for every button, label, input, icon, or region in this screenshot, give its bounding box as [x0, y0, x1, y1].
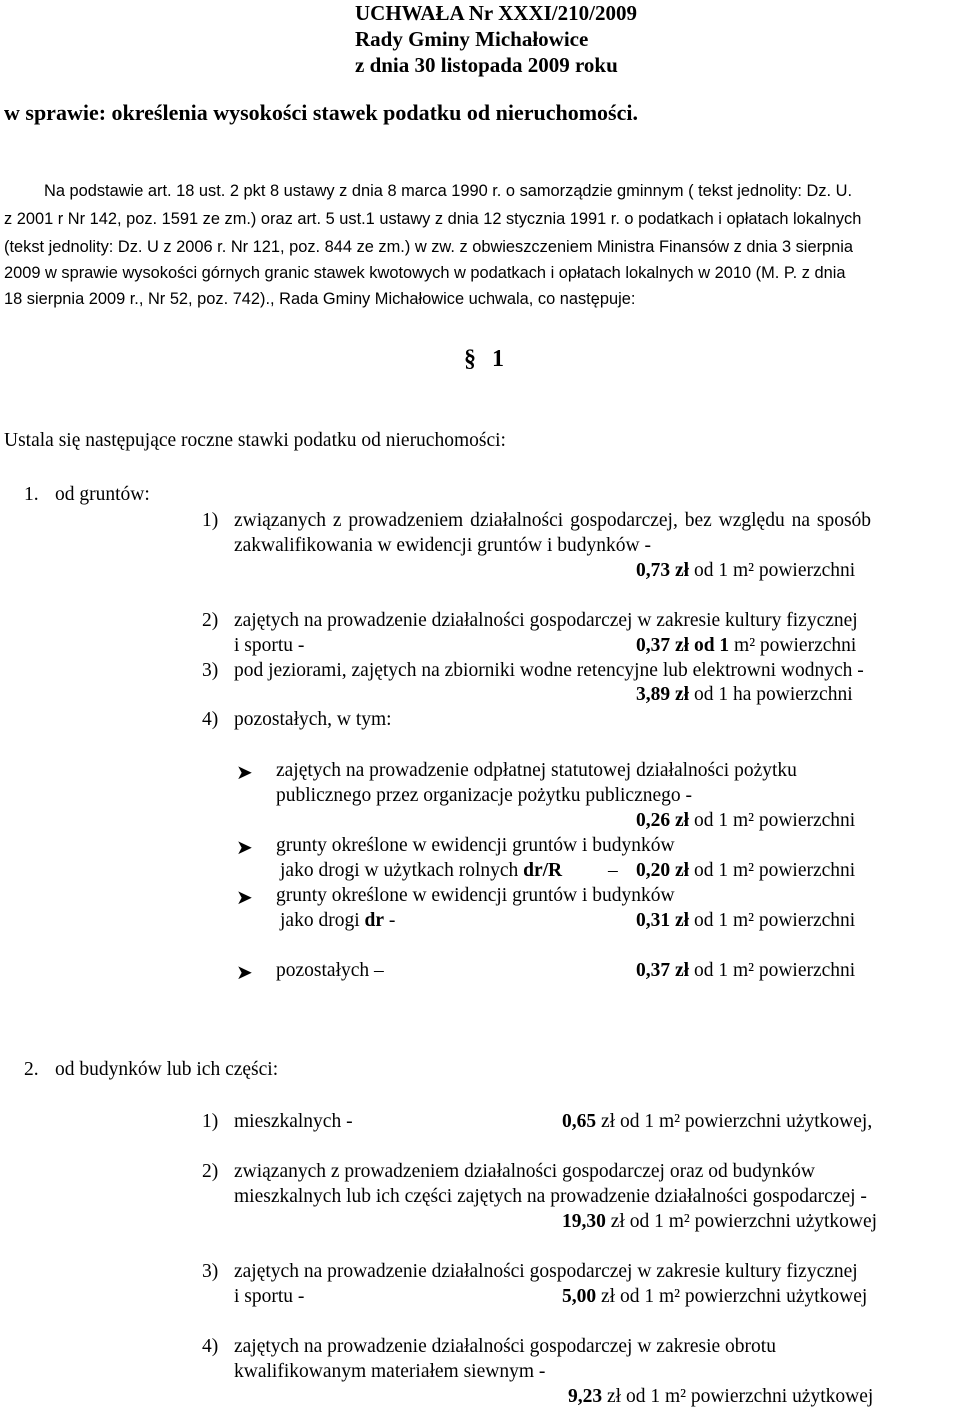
tax-rate: 0,65 [562, 1111, 597, 1132]
item-text: mieszkalnych lub ich części zajętych na prowadzenie działalności gospodarczej - [234, 1186, 867, 1207]
tax-rate-row [636, 910, 855, 932]
tax-unit: od 1 m² powierzchni [693, 860, 856, 881]
dash: – [608, 860, 618, 881]
item-text: kwalifikowanym materiałem siewnym - [234, 1361, 546, 1382]
preamble-line: Na podstawie art. 18 ust. 2 pkt 8 ustawy z dnia 8 marca 1990 r. o samorządzie gminnym ( tekst jednolity: Dz. U. [44, 182, 853, 200]
item-text: zakwalifikowania w ewidencji gruntów i budynków - [234, 535, 651, 556]
tax-unit: od 1 m² powierzchni [693, 810, 856, 831]
bullet-text: zajętych na prowadzenie odpłatnej statutowej działalności pożytku [276, 760, 797, 781]
item-number: 3) [202, 1261, 219, 1282]
item-number: 4) [202, 709, 219, 730]
council-name: Rady Gminy Michałowice [355, 27, 589, 51]
tax-rate: 0,73 zł [636, 560, 690, 581]
item-text: i sportu - [234, 635, 305, 656]
tax-unit: od 1 m² powierzchni [693, 910, 856, 931]
item-text: związanych z prowadzeniem działalności gospodarczej, bez względu na sposób [234, 510, 872, 531]
item-number: 3) [202, 660, 219, 681]
tax-rate-row [568, 1386, 873, 1408]
tax-rate: 5,00 [562, 1286, 597, 1307]
item-text: i sportu - [234, 1286, 305, 1307]
tax-rate: 3,89 zł [636, 684, 690, 705]
resolution-subject: w sprawie: określenia wysokości stawek podatku od nieruchomości. [4, 100, 638, 125]
item-number: 1) [202, 1111, 219, 1132]
tax-rate-row [636, 960, 855, 982]
preamble-line: 18 sierpnia 2009 r., Nr 52, poz. 742)., Rada Gminy Michałowice uchwala, co następuje: [4, 290, 636, 308]
bullet-text [280, 910, 395, 932]
list-number: 1. [24, 484, 39, 505]
item-text: zajętych na prowadzenie działalności gospodarczej w zakresie kultury fizycznej [234, 610, 858, 631]
tax-rate: 19,30 [562, 1211, 606, 1232]
tax-unit: od 1 ha powierzchni [693, 684, 853, 705]
arrowhead-bullet-icon: ➤ [236, 885, 253, 909]
building-section-title: od budynków lub ich części: [55, 1059, 279, 1080]
arrowhead-bullet-icon: ➤ [236, 760, 253, 784]
preamble-line: (tekst jednolity: Dz. U z 2006 r. Nr 121, poz. 844 ze zm.) w zw. z obwieszczeniem Ministra Finansów z dnia 3 sierpnia [4, 238, 854, 256]
land-section-title: od gruntów: [55, 484, 150, 505]
tax-rate: 0,31 zł [636, 910, 690, 931]
item-number: 4) [202, 1336, 219, 1357]
tax-rate: 0,37 zł [636, 960, 690, 981]
tax-rate: 0,26 zł [636, 810, 690, 831]
item-number: 1) [202, 510, 219, 531]
preamble-line: z 2001 r Nr 142, poz. 1591 ze zm.) oraz art. 5 ust.1 ustawy z dnia 12 stycznia 1991 r. o podatkach i opłatach lokalnych [4, 210, 862, 228]
tax-unit: zł od 1 m² powierzchni użytkowej [601, 1286, 868, 1307]
section-heading [464, 346, 504, 373]
section-mark: § [464, 346, 476, 372]
preamble-line: 2009 w sprawie wysokości górnych granic stawek kwotowych w podatkach i opłatach lokalnych w 2010 (M. P. z dnia [4, 264, 846, 282]
tax-rate-row [562, 1286, 867, 1308]
bullet-text-part: jako drogi w użytkach rolnych [280, 860, 524, 881]
land-use-code: dr/R [523, 860, 563, 881]
tax-rate-row [636, 560, 855, 582]
tax-rate: 9,23 [568, 1386, 603, 1407]
section-number: 1 [492, 346, 504, 372]
tax-unit: od 1 m² powierzchni [693, 960, 856, 981]
item-text: zajętych na prowadzenie działalności gospodarczej w zakresie obrotu [234, 1336, 776, 1357]
item-text: pod jeziorami, zajętych na zbiorniki wodne retencyjne lub elektrowni wodnych - [234, 660, 864, 681]
tax-rate-row [636, 810, 855, 832]
bullet-text: pozostałych – [276, 960, 384, 981]
item-text: związanych z prowadzeniem działalności gospodarczej oraz od budynków [234, 1161, 815, 1182]
arrowhead-bullet-icon: ➤ [236, 835, 253, 859]
intro-text: Ustala się następujące roczne stawki podatku od nieruchomości: [4, 430, 506, 451]
tax-rate-row [562, 1211, 877, 1233]
item-text: zajętych na prowadzenie działalności gospodarczej w zakresie kultury fizycznej [234, 1261, 858, 1282]
tax-rate-row [636, 684, 853, 706]
item-number: 2) [202, 610, 219, 631]
bullet-text: publicznego przez organizacje pożytku publicznego - [276, 785, 693, 806]
bullet-text [280, 860, 562, 882]
land-use-code: dr [364, 910, 384, 931]
bullet-text-part: - [383, 910, 396, 931]
bullet-text: grunty określone w ewidencji gruntów i budynków [276, 885, 675, 906]
tax-unit: m² powierzchni [734, 635, 857, 656]
resolution-number: UCHWAŁA Nr XXXI/210/2009 [355, 1, 637, 25]
tax-unit: zł od 1 m² powierzchni użytkowej [607, 1386, 874, 1407]
tax-rate: 0,37 zł od 1 [636, 635, 730, 656]
tax-rate-row [636, 860, 855, 882]
item-text: mieszkalnych - [234, 1111, 353, 1132]
item-text: pozostałych, w tym: [234, 709, 392, 730]
tax-rate-row [562, 1111, 872, 1133]
bullet-text: grunty określone w ewidencji gruntów i budynków [276, 835, 675, 856]
bullet-text-part: jako drogi [280, 910, 365, 931]
tax-unit: zł od 1 m² powierzchni użytkowej, [601, 1111, 873, 1132]
tax-rate: 0,20 zł [636, 860, 690, 881]
item-number: 2) [202, 1161, 219, 1182]
arrowhead-bullet-icon: ➤ [236, 960, 253, 984]
list-number: 2. [24, 1059, 39, 1080]
resolution-date: z dnia 30 listopada 2009 roku [355, 53, 618, 77]
tax-unit: zł od 1 m² powierzchni użytkowej [610, 1211, 878, 1232]
tax-rate-row [636, 635, 856, 657]
tax-unit: od 1 m² powierzchni [693, 560, 856, 581]
